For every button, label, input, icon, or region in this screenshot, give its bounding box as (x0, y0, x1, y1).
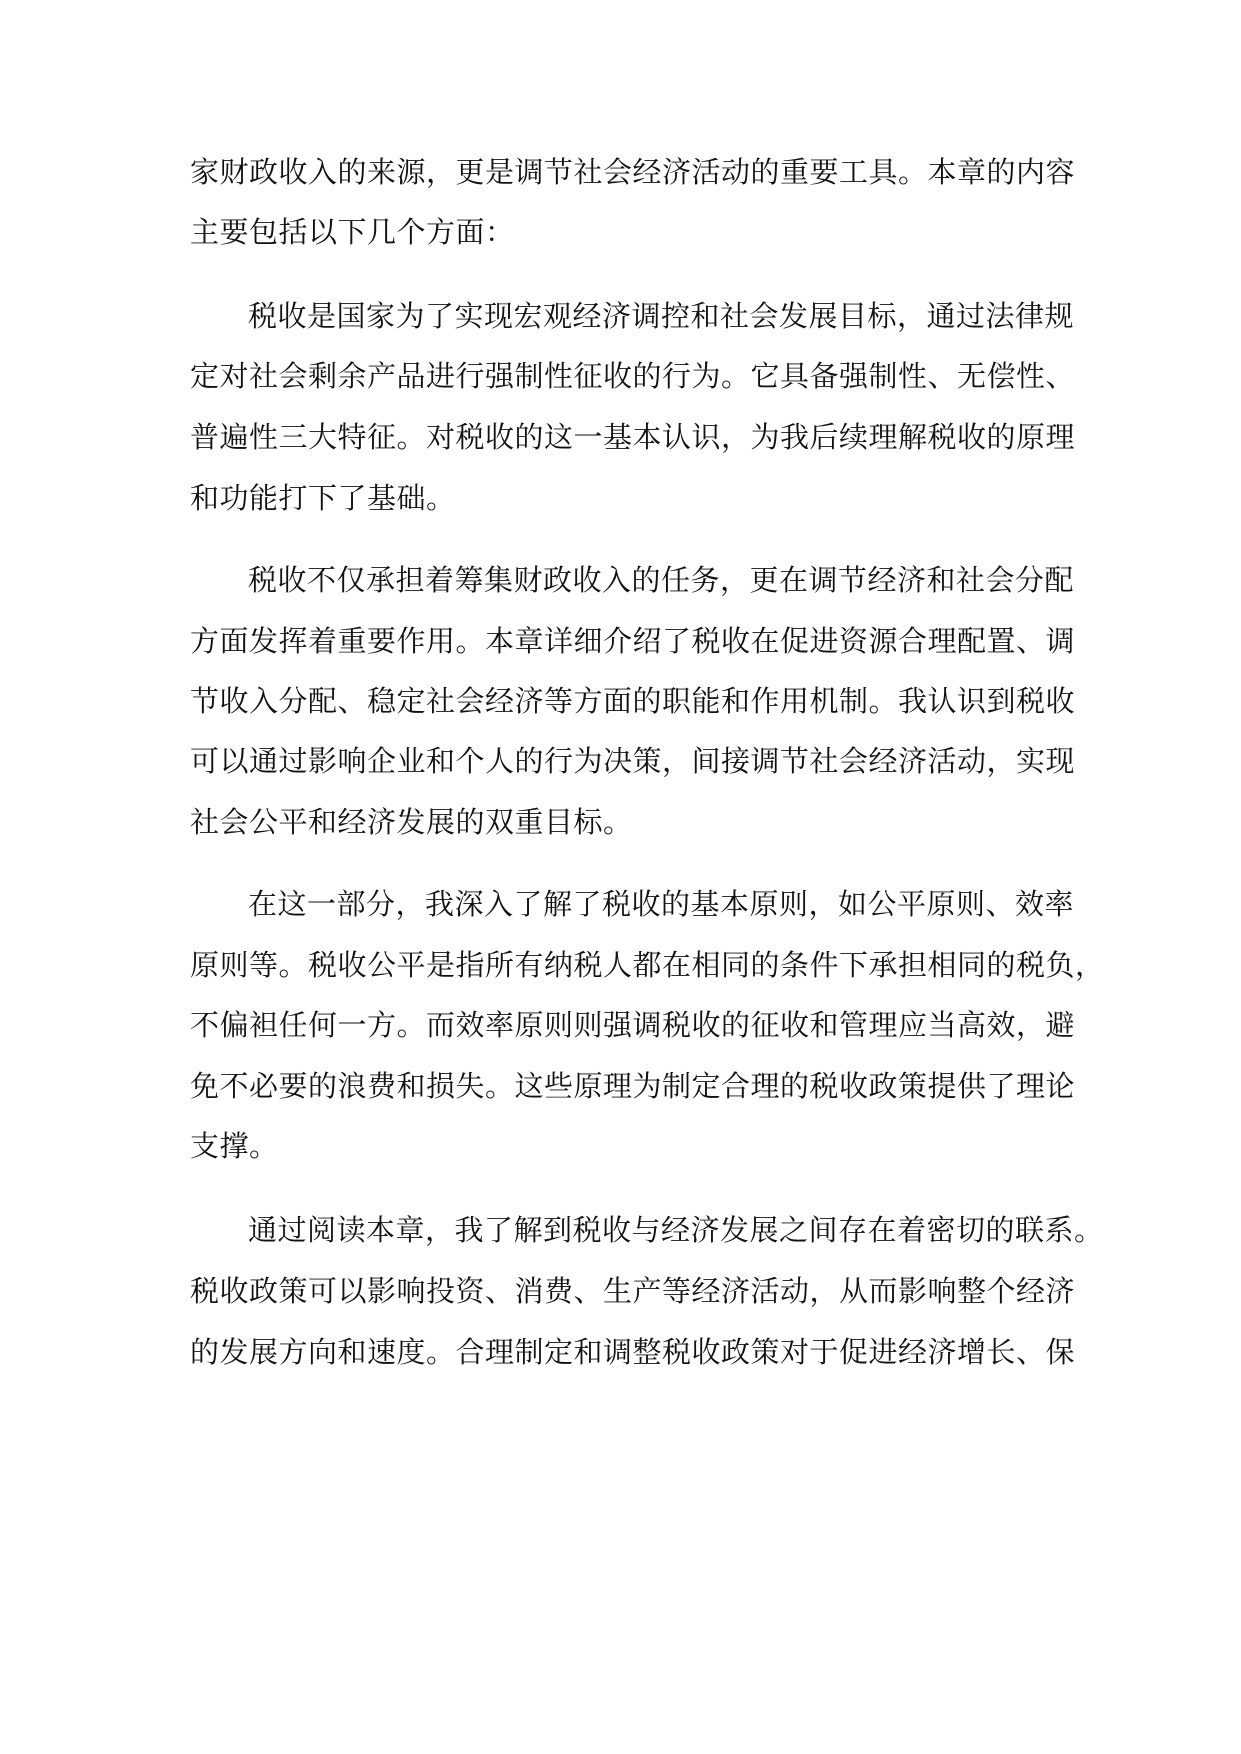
text-line: 的发展方向和速度。合理制定和调整税收政策对于促进经济增长、保 (190, 1335, 1076, 1369)
text-line: 普遍性三大特征。对税收的这一基本认识，为我后续理解税收的原理 (190, 420, 1076, 454)
text-line: 社会公平和经济发展的双重目标。 (190, 805, 633, 839)
text-line: 节收入分配、稳定社会经济等方面的职能和作用机制。我认识到税收 (190, 684, 1076, 718)
text-line: 方面发挥着重要作用。本章详细介绍了税收在促进资源合理配置、调 (190, 624, 1076, 658)
text-line: 免不必要的浪费和损失。这些原理为制定合理的税收政策提供了理论 (190, 1069, 1076, 1103)
paragraph-first-line: 在这一部分，我深入了解了税收的基本原则，如公平原则、效率 (248, 887, 1075, 921)
text-line: 税收政策可以影响投资、消费、生产等经济活动，从而影响整个经济 (190, 1274, 1076, 1308)
text-line: 和功能打下了基础。 (190, 481, 456, 515)
text-line: 定对社会剩余产品进行强制性征收的行为。它具备强制性、无偿性、 (190, 359, 1076, 393)
paragraph-first-line: 税收是国家为了实现宏观经济调控和社会发展目标，通过法律规 (248, 299, 1075, 333)
paragraph-first-line: 通过阅读本章，我了解到税收与经济发展之间存在着密切的联系。 (248, 1213, 1104, 1247)
text-line: 可以通过影响企业和个人的行为决策，间接调节社会经济活动，实现 (190, 744, 1076, 778)
text-line: 家财政收入的来源，更是调节社会经济活动的重要工具。本章的内容 (190, 155, 1076, 189)
paragraph-first-line: 税收不仅承担着筹集财政收入的任务，更在调节经济和社会分配 (248, 563, 1075, 597)
text-line: 原则等。税收公平是指所有纳税人都在相同的条件下承担相同的税负， (190, 948, 1105, 982)
text-line: 支撑。 (190, 1129, 279, 1163)
text-line: 主要包括以下几个方面： (190, 215, 515, 249)
text-line: 不偏袒任何一方。而效率原则则强调税收的征收和管理应当高效，避 (190, 1008, 1076, 1042)
